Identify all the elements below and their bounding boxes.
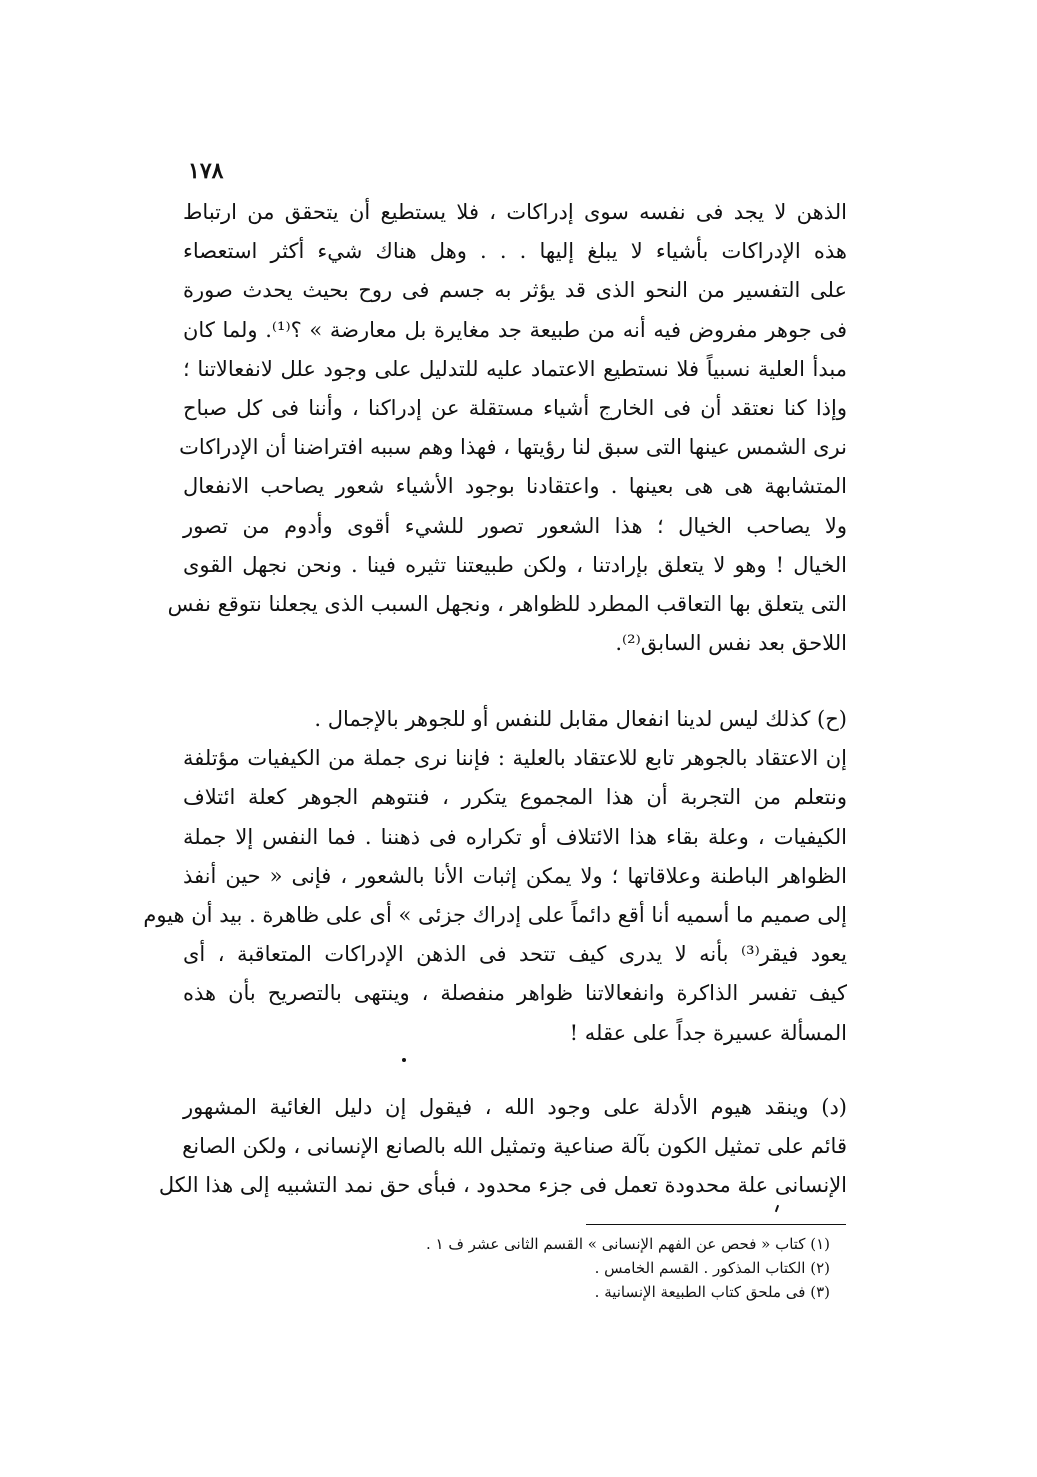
paragraph-1 — [167, 193, 847, 663]
text-line: اللاحق بعد نفس السابق⁽²⁾. — [615, 631, 847, 656]
text-line: (ح) كذلك ليس لدينا انفعال مقابل للنفس أو للجوهر بالإجمال . — [314, 707, 847, 731]
text-line: الإنسانى علة محدودة تعمل فى جزء محدود ، فبأى حق نمد التشبيه إلى هذا الكل — [158, 1173, 847, 1198]
footnotes — [300, 1232, 830, 1304]
footnote: (٣) فى ملحق كتاب الطبيعة الإنسانية . — [594, 1283, 830, 1301]
text-line: إلى صميم ما أسميه أنا أقع دائماً على إدراك جزئى » أى على ظاهرة . بيد أن هيوم — [143, 902, 847, 927]
text-line: فى جوهر مفروض فيه أنه من طبيعة جد مغايرة بل معارضة » ؟⁽¹⁾. ولما كان — [183, 317, 847, 342]
text-line: الكيفيات ، وعلة بقاء هذا الائتلاف أو تكراره فى ذهننا . فما النفس إلا جملة — [183, 824, 847, 849]
text-line: يعود فيقر⁽³⁾ بأنه لا يدرى كيف تتحد فى الذهن الإدراكات المتعاقبة ، أى — [183, 942, 847, 967]
text-line: كيف تفسر الذاكرة وانفعالاتنا ظواهر منفصلة ، وينتهى بالتصريح بأن هذه — [183, 981, 847, 1006]
footnote-divider — [586, 1224, 846, 1225]
text-line: ولا يصاحب الخيال ؛ هذا الشعور تصور للشيء أقوى وأدوم من تصور — [183, 513, 847, 538]
text-line: (د) وينقد هيوم الأدلة على وجود الله ، فيقول إن دليل الغائية المشهور — [183, 1095, 847, 1119]
text-line: ونتعلم من التجربة أن هذا المجموع يتكرر ، فنتوهم الجوهر كعلة ائتلاف — [183, 785, 847, 810]
text-line: هذه الإدراكات بأشياء لا يبلغ إليها . . . وهل هناك شيء أكثر استعصاء — [183, 239, 847, 264]
paragraph-2 — [143, 700, 847, 1053]
footnote: (١) كتاب « فحص عن الفهم الإنسانى » القسم الثانى عشر ف ١ . — [425, 1235, 830, 1253]
page-number: ١٧٨ — [188, 158, 224, 184]
text-line: المتشابهة هى هى بعينها . واعتقادنا بوجود الأشياء شعور يصاحب الانفعال — [183, 474, 847, 499]
text-line: التى يتعلق بها التعاقب المطرد للظواهر ، ونجهل السبب الذى يجعلنا نتوقع نفس — [167, 591, 847, 616]
text-line: قائم على تمثيل الكون بآلة صناعية وتمثيل الله بالصانع الإنسانى ، ولكن الصانع — [182, 1134, 847, 1159]
footnote: (٢) الكتاب المذكور . القسم الخامس . — [594, 1259, 830, 1277]
stray-dot — [402, 1058, 406, 1062]
text-line: مبدأ العلية نسبياً فلا نستطيع الاعتماد عليه للتدليل على وجود علل لانفعالاتنا ؛ — [183, 356, 847, 381]
stray-mark — [775, 1205, 779, 1212]
text-line: وإذا كنا نعتقد أن فى الخارج أشياء مستقلة عن إدراكنا ، وأننا فى كل صباح — [183, 395, 847, 420]
text-line: إن الاعتقاد بالجوهر تابع للاعتقاد بالعلية : فإننا نرى جملة من الكيفيات مؤتلفة — [183, 746, 847, 771]
text-line: الظواهر الباطنة وعلاقاتها ؛ ولا يمكن إثبات الأنا بالشعور ، فإنى « حين أنفذ — [183, 863, 847, 888]
text-line: المسألة عسيرة جداً على عقله ! — [569, 1020, 847, 1045]
text-line: نرى الشمس عينها التى سبق لنا رؤيتها ، فهذا وهم سببه افتراضنا أن الإدراكات — [179, 435, 847, 460]
text-line: على التفسير من النحو الذى قد يؤثر به جسم فى روح بحيث يحدث صورة — [183, 278, 847, 303]
text-line: الذهن لا يجد فى نفسه سوى إدراكات ، فلا يستطيع أن يتحقق من ارتباط — [183, 200, 847, 224]
text-line: الخيال ! وهو لا يتعلق بإرادتنا ، ولكن طبيعتنا تثيره فينا . ونحن نجهل القوى — [183, 552, 847, 577]
paragraph-3 — [158, 1088, 847, 1206]
